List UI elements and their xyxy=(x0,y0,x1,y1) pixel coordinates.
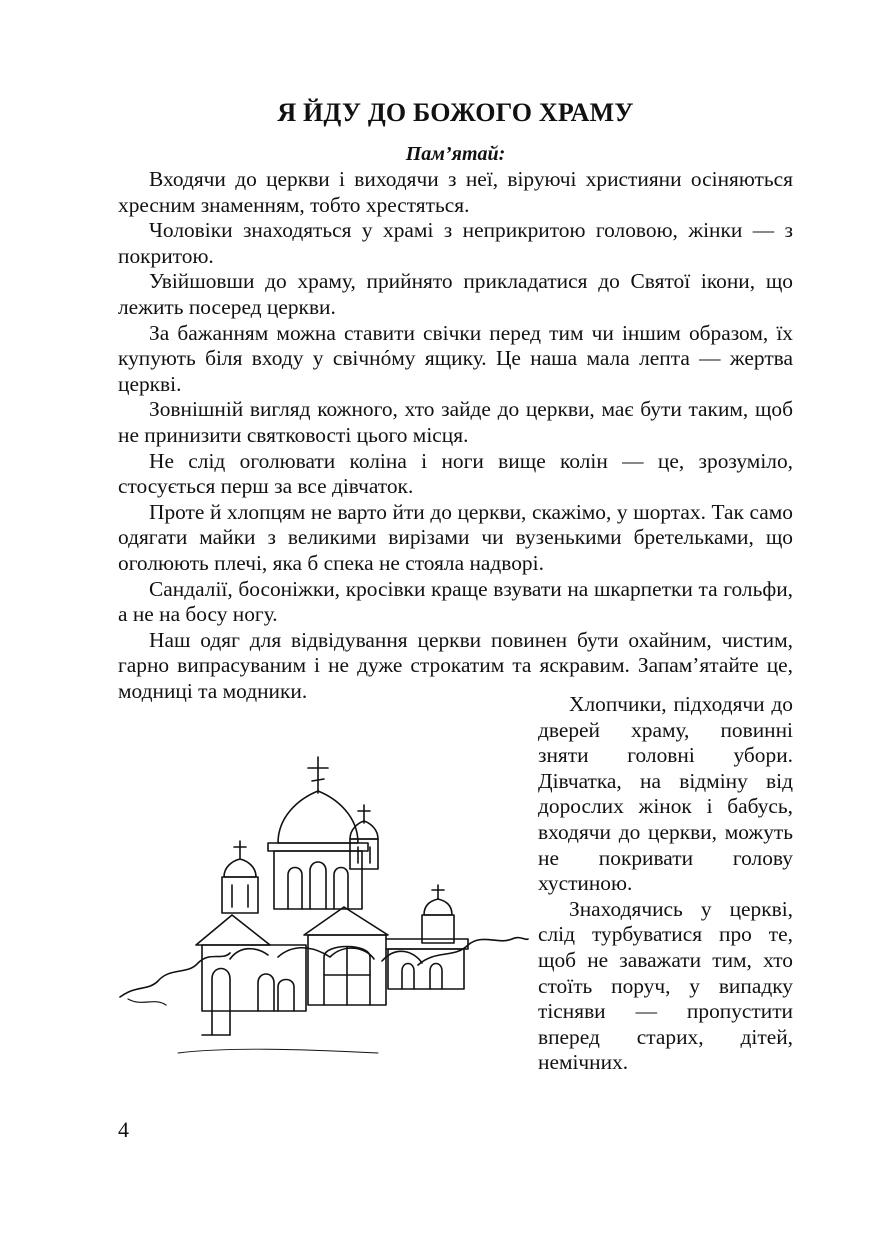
paragraph: За бажанням можна ставити свічки перед тим чи іншим образом, їх купують біля входу у свічнóму ящику. Це наша мала лепта — жертва церкві. xyxy=(118,320,793,396)
paragraph: Входячи до церкви і виходячи з неї, віруючі християни осіняються хресним знаменням, тобто хрестяться. xyxy=(118,167,793,217)
paragraph: Хлопчики, підходячи до дверей храму, повинні зняти головні убори. Дівчатка, на відміну від дорослих жінок і бабусь, входячи до церкви, можуть не покривати голову хустиною. xyxy=(538,692,793,896)
paragraph: Не слід оголювати коліна і ноги вище колін — це, зрозуміло, стосується перш за все дівчаток. xyxy=(118,448,793,499)
church-illustration xyxy=(118,735,530,1065)
page-title: Я ЙДУ ДО БОЖОГО ХРАМУ xyxy=(277,98,634,127)
paragraph: Увійшовши до храму, прийнято прикладатися до Святої ікони, що лежить посеред церкви. xyxy=(118,269,793,319)
paragraph: Зовнішній вигляд кожного, хто зайде до церкви, має бути таким, щоб не принизити святковості цього місця. xyxy=(118,397,793,447)
page-number: 4 xyxy=(118,1117,129,1142)
page-subtitle: Пам’ятай: xyxy=(405,143,506,165)
paragraph: Чоловіки знаходяться у храмі з неприкритою головою, жінки — з покритою. xyxy=(118,218,793,268)
paragraph: Сандалії, босоніжки, кросівки краще взувати на шкарпетки та гольфи, а не на босу ногу. xyxy=(118,576,793,627)
paragraph: Наш одяг для відвідування церкви повинен бути охайним, чистим, гарно випрасуваним і не дуже строкатим та яскравим. Запам’ятайте це, модниці та модники. xyxy=(118,627,793,703)
paragraph: Знаходячись у церкві, слід турбуватися про те, щоб не заважати тим, хто стоїть поруч, у випадку тісняви — пропустити вперед старих, дітей, немічних. xyxy=(538,896,793,1075)
main-text xyxy=(118,167,793,704)
paragraph: Проте й хлопцям не варто йти до церкви, скажімо, у шортах. Так само одягати майки з великими вирізами чи вузенькими бретельками, що оголюють плечі, яка б спека не стояла надворі. xyxy=(118,499,793,575)
side-text xyxy=(538,692,793,1076)
